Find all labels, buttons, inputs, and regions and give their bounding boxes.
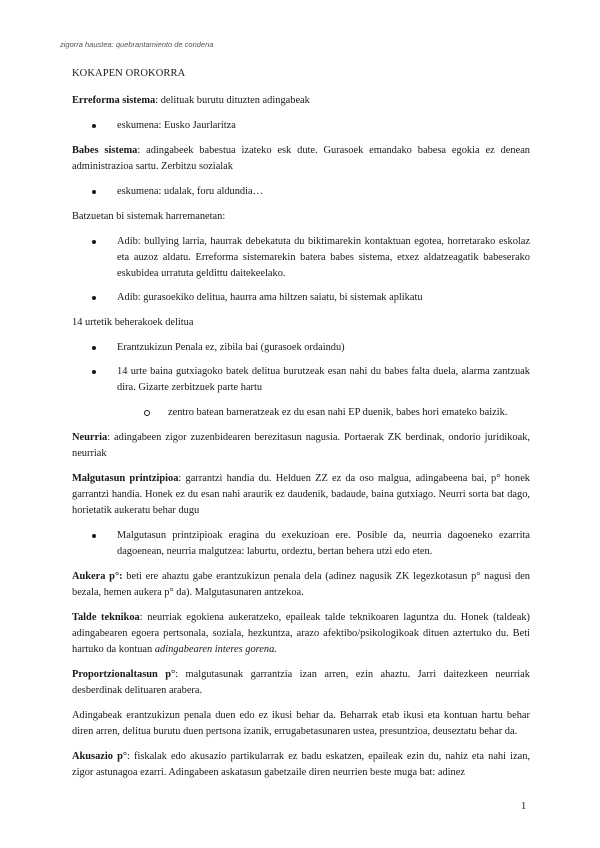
bullet-list [72,340,530,396]
term: Aukera p°: [72,571,123,582]
section-title: KOKAPEN OROKORRA [72,68,186,79]
paragraph-proportzionaltasun: Proportzionaltasun p°: malgutasunak garrantzia izan arren, ezin ahaztu. Jarri daitezkeen neurriak desberdinak delituaren arabera. [72,669,530,696]
list-item: 14 urte baina gutxiagoko batek delitua burutzeak esan nahi du babes falta duela, alarma zantzuak dira. Gizarte zerbitzuek parte hartu [107,364,530,396]
bullet-list [72,184,530,200]
paragraph-malgutasun: Malgutasun printzipioa: garrantzi handia du. Helduen ZZ ez da oso malgua, adingabeena bai, p° honek garrantzi handia. Honek ez du esan nahi araurik ez daudenik, badaude, baina gutxiago. Neurri sorta bat dago, horietatik aukeratu behar dugu [72,473,531,516]
list-item: Malgutasun printzipioak eragina du exekuzioan ere. Posible da, neurria dagoeneko ezarrita dagoenean, neurria malgutzea: laburtu, ordeztu, bertan behera utzi edo eten. [107,528,530,560]
bullet-list [72,234,530,306]
term: Babes sistema [72,145,138,156]
paragraph-akusazio: Akusazio p°: fiskalak edo akusazio partikularrak ez badu eskatzen, epaileak ezin du, nahiz eta nahi izan, zigor astunagoa ezarri. Adingabeen askatasun gabetzaile diren neurrien beste muga bat: adinez [72,751,530,778]
list-item: eskumena: Eusko Jaurlaritza [107,118,530,134]
paragraph-babes: Babes sistema: adingabeek babestua izateko esk dute. Gurasoek emandako babesa egokia ez denean administrazioa sartu. Zerbitzu sozialak [72,145,530,172]
paragraph-talde: Talde teknikoa: neurriak egokiena aukeratzeko, epaileak talde teknikoaren laguntza du. Honek (taldeak) adingabearen egoera pertsonala, soziala, hezkuntza, arazo afektibo/psikologikoak dituen aztertuko du. Beti hartuko da kontuan adingabearen interes gorena. [72,612,530,655]
list-item: eskumena: udalak, foru aldundia… [107,184,530,200]
document-body [72,66,530,790]
list-item: Adib: gurasoekiko delitua, haurra ama hiltzen saiatu, bi sistemak aplikatu [107,290,530,306]
emphasis: adingabearen interes gorena. [154,644,277,655]
paragraph: Batzuetan bi sistemak harremanetan: [72,211,226,222]
list-item: zentro batean barneratzeak ez du esan nahi EP duenik, babes hori emateko baizik. [156,405,530,421]
page-header: zigorra haustea: quebrantamiento de condena [60,40,214,49]
bullet-list [72,118,530,134]
list-item: Adib: bullying larria, haurrak debekatuta du biktimarekin kontaktuan egotea, horretarako eskolaz eta auzoz aldatu. Erreforma sistemarekin batera babes sistema, etxez aldatzeagatik babeserako eskubidea urratuta geldittu daitekeelako. [107,234,530,282]
paragraph-aukera: Aukera p°: beti ere ahaztu gabe erantzukizun penala dela (adinez nagusik ZK legezkotasun p° nagusi den bezala, hemen aukera p° da). Malgutasunaren antzekoa. [72,571,530,598]
term: Malgutasun printzipioa [72,473,179,484]
term: Akusazio p° [72,751,128,762]
paragraph-erreforma: Erreforma sistema: delituak burutu dituzten adingabeak [72,95,310,106]
paragraph: Adingabeak erantzukizun penala duen edo ez ikusi behar da. Beharrak etab ikusi eta kontuan hartu behar diren arren, delitua burutu duen pertsona izanik, errugabetasunaren ustea, presuntzioa, deuseztatu behar da. [72,710,530,737]
term: Neurria [72,432,108,443]
paragraph-neurria: Neurria: adingabeen zigor zuzenbidearen berezitasun nagusia. Portaerak ZK berdinak, ondorio juridikoak, neurriak [72,432,530,459]
term: Talde teknikoa [72,612,140,623]
paragraph: 14 urtetik beherakoek delitua [72,317,194,328]
list-item: Erantzukizun Penala ez, zibila bai (gurasoek ordaindu) [107,340,530,356]
page-number: 1 [521,801,527,812]
sub-bullet-list [72,405,530,421]
term: Proportzionaltasun p° [72,669,176,680]
bullet-list [72,528,530,560]
term: Erreforma sistema [72,95,156,106]
